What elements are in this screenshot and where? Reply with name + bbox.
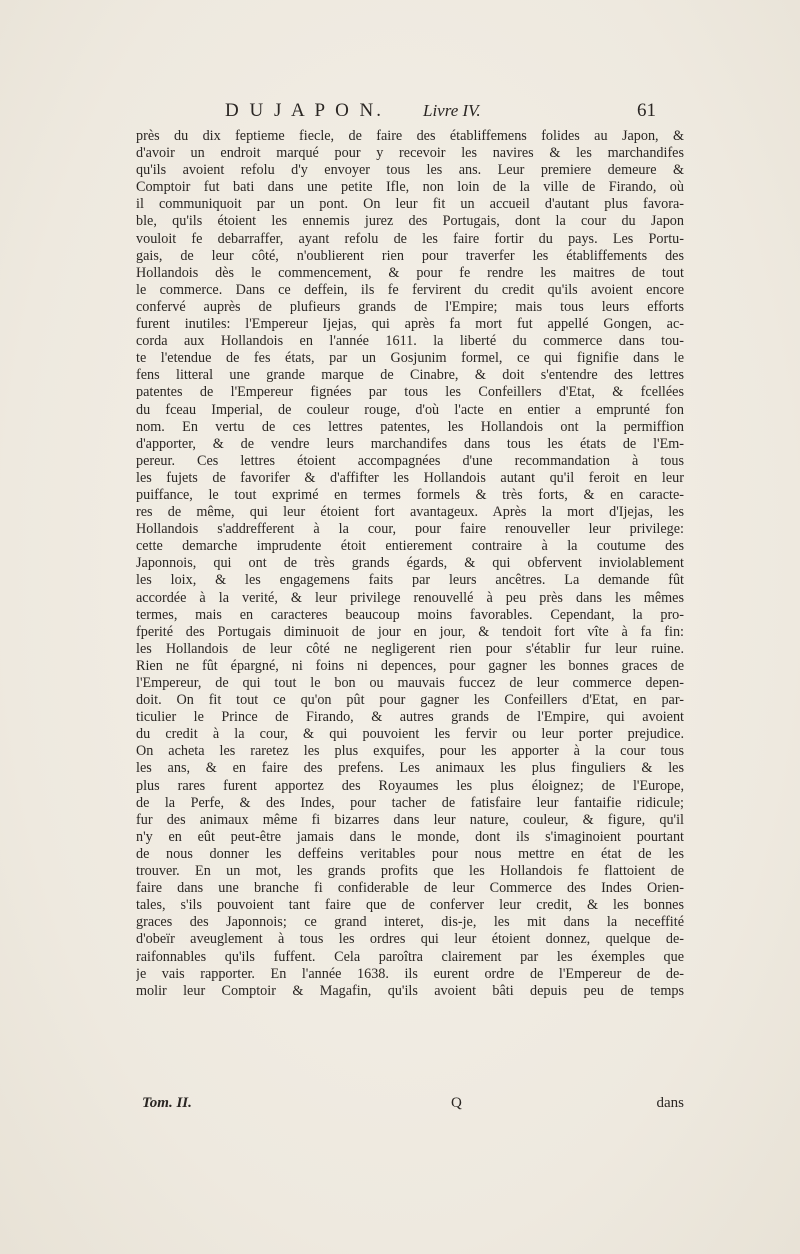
text-line: vouloit fe debarraffer, ayant refolu de les faire fortir du pays. Les Portu- bbox=[136, 230, 684, 247]
text-line: doit. On fit tout ce qu'on pût pour gagner les Confeillers d'Etat, en par- bbox=[136, 692, 684, 709]
text-line: Hollandois s'addrefferent à la cour, pour faire renouveller leur privilege: bbox=[136, 521, 684, 538]
text-line: graces des Japonnois; ce grand interet, dis-je, les mit dans la neceffité bbox=[136, 914, 684, 931]
text-line: Hollandois dès le commencement, & pour fe rendre les maitres de tout bbox=[136, 264, 684, 281]
text-line: du credit à la cour, & qui pouvoient les fervir ou leur porter prejudice. bbox=[136, 726, 684, 743]
text-line: te l'etendue de fes états, par un Gosjunim formel, ce qui fignifie dans le bbox=[136, 350, 684, 367]
text-line: les Hollandois de leur côté ne negligerent rien pour s'établir fur leur ruine. bbox=[136, 640, 684, 657]
text-line: du fceau Imperial, de couleur rouge, d'où l'acte en entier a emprunté fon bbox=[136, 401, 684, 418]
text-line: furent inutiles: l'Empereur Ijejas, qui après fa mort fut appellé Gongen, ac- bbox=[136, 316, 684, 333]
catchword: dans bbox=[656, 1095, 684, 1111]
text-line: molir leur Comptoir & Magafin, qu'ils avoient bâti depuis peu de temps bbox=[136, 982, 684, 999]
text-line: plus rares furent apportez des Royaumes les plus éloignez; de l'Europe, bbox=[136, 777, 684, 794]
volume-signature: Tom. II. bbox=[142, 1095, 192, 1111]
page-footer bbox=[142, 1095, 684, 1115]
text-line: les fujets de favorifer & d'affifter les Hollandois autant qu'il feroit en leur bbox=[136, 469, 684, 486]
text-line: raifonnables qu'ils fuffent. Cela paroîtra clairement par les éxemples que bbox=[136, 948, 684, 965]
text-line: patentes de l'Empereur fignées par tous les Confeillers d'Etat, & fcellées bbox=[136, 384, 684, 401]
text-line: il communiquoit par un pont. On leur fit un accueil d'autant plus favora- bbox=[136, 196, 684, 213]
text-line: cette demarche imprudente étoit entierement contraire à la coutume des bbox=[136, 538, 684, 555]
text-line: de la Perfe, & des Indes, pour tacher de fatisfaire leur fantaifie ridicule; bbox=[136, 794, 684, 811]
text-line: l'Empereur, de qui tout le bon ou mauvais fuccez de leur commerce depen- bbox=[136, 675, 684, 691]
text-line: fur des animaux même fi bizarres dans leur nature, couleur, & figure, qu'il bbox=[136, 811, 684, 828]
text-line: pereur. Ces lettres étoient accompagnées d'une recommandation à tous bbox=[136, 452, 684, 469]
text-line: qu'ils avoient refolu d'y envoyer tous les ans. Leur premiere demeure & bbox=[136, 162, 684, 179]
text-line: corda aux Hollandois en l'année 1611. la liberté du commerce dans tou- bbox=[136, 333, 684, 350]
text-line: Japonnois, qui ont de très grands égards, & qui obfervent inviolablement bbox=[136, 555, 684, 572]
text-line: de nous donner les deffeins veritables pour nous mettre en état de les bbox=[136, 845, 684, 862]
text-line: ticulier le Prince de Firando, & autres grands de l'Empire, qui avoient bbox=[136, 709, 684, 726]
book-number: Livre IV. bbox=[423, 101, 481, 120]
running-title: D U J A P O N. bbox=[225, 100, 385, 121]
text-line: Comptoir fut bati dans une petite Ifle, non loin de la ville de Firando, où bbox=[136, 179, 684, 196]
text-line: accordée à la verité, & leur privilege renouvellé à peu près dans les mêmes bbox=[136, 589, 684, 606]
body-text bbox=[136, 128, 684, 1000]
text-line: Rien ne fût épargné, ni foins ni depences, pour gagner les bonnes graces de bbox=[136, 657, 684, 674]
text-line: près du dix feptieme fiecle, de faire des établiffemens folides au Japon, & bbox=[136, 128, 684, 144]
page-number: 61 bbox=[637, 100, 656, 121]
text-line: faire dans une branche fi confiderable de leur Commerce des Indes Orien- bbox=[136, 880, 684, 897]
running-head bbox=[225, 100, 665, 126]
text-line: fperité des Portugais diminuoit de jour en jour, & tendoit fort vîte à fa fin: bbox=[136, 623, 684, 640]
text-line: n'y en eût peut-être jamais dans le monde, dont ils s'imaginoient pourtant bbox=[136, 828, 684, 845]
text-line: res de même, qui leur étoient fort avantageux. Après la mort d'Ijejas, les bbox=[136, 504, 684, 521]
text-line: le commerce. Dans ce deffein, ils fe fervirent du credit qu'ils avoient encore bbox=[136, 281, 684, 298]
text-line: trouver. En un mot, les grands profits que les Hollandois fe flattoient de bbox=[136, 863, 684, 880]
text-line: d'obeïr aveuglement à tous les ordres qui leur étoient donnez, quelque de- bbox=[136, 931, 684, 948]
text-line: nom. En vertu de ces lettres patentes, les Hollandois ont la permiffion bbox=[136, 418, 684, 435]
text-line: d'avoir un endroit marqué pour y recevoir les navires & les marchandifes bbox=[136, 145, 684, 162]
text-line: ble, qu'ils étoient les ennemis jurez des Portugais, dont la cour du Japon bbox=[136, 213, 684, 230]
text-line: termes, mais en caracteres beaucoup moins favorables. Cependant, la pro- bbox=[136, 606, 684, 623]
text-line: je vais rapporter. En l'année 1638. ils eurent ordre de l'Empereur de de- bbox=[136, 965, 684, 982]
text-line: gais, de leur côté, n'oublierent rien pour traverfer les établiffements des bbox=[136, 247, 684, 264]
text-line: les ans, & en faire des prefens. Les animaux les plus finguliers & les bbox=[136, 760, 684, 777]
text-line: les loix, & les engagemens faits par leurs ancêtres. La demande fût bbox=[136, 572, 684, 589]
text-line: On acheta les raretez les plus exquifes, pour les apporter à la cour tous bbox=[136, 743, 684, 760]
text-line: puiffance, le tout exprimé en termes formels & très forts, & en caracte- bbox=[136, 486, 684, 503]
text-line: tales, s'ils pouvoient tant faire que de conferver leur credit, & les bonnes bbox=[136, 897, 684, 914]
text-line: d'apporter, & de vendre leurs marchandifes dans tous les états de l'Em- bbox=[136, 435, 684, 452]
quire-mark: Q bbox=[451, 1095, 462, 1111]
text-line: confervé auprès de plufieurs grands de l'Empire; mais tous leurs efforts bbox=[136, 298, 684, 315]
text-line: fens litteral une grande marque de Cinabre, & doit s'entendre des lettres bbox=[136, 367, 684, 384]
